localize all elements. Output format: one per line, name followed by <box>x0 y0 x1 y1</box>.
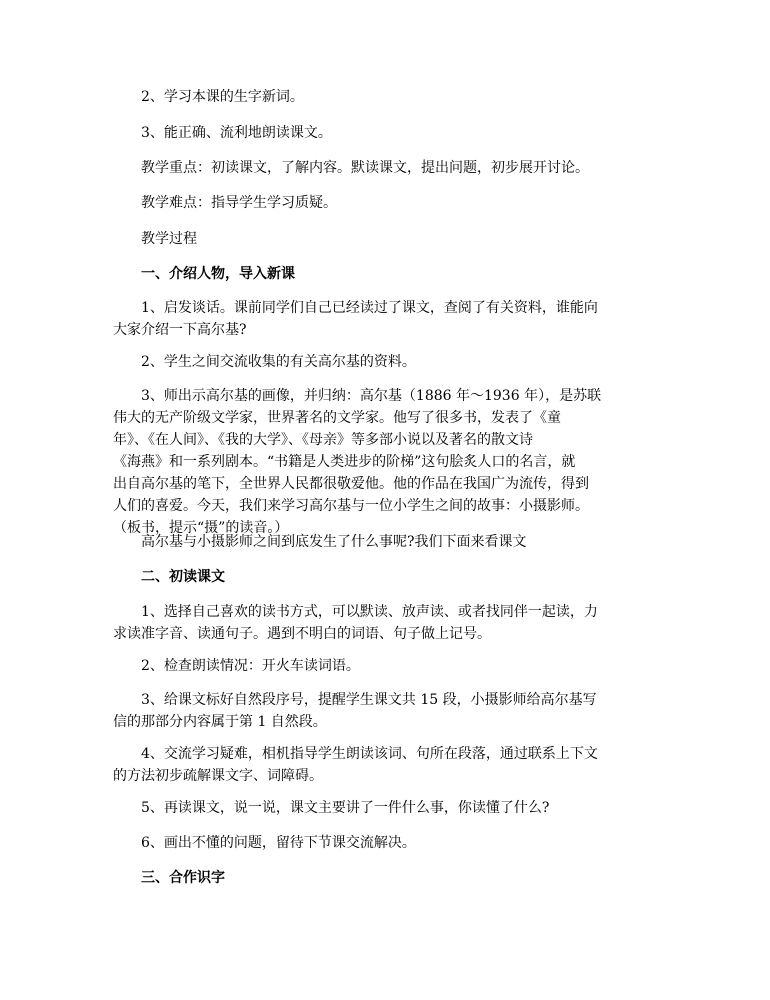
section-1-paragraph-3-line-7: （板书，提示“摄”的读音。） <box>113 520 289 536</box>
section-1-paragraph-4-text: 高尔基与小摄影师之间到底发生了什么事呢?我们下面来看课文 <box>141 534 527 550</box>
section-2-paragraph-3 <box>113 689 661 733</box>
section-1-paragraph-3-line-1: 3、师出示高尔基的画像，并归纳：高尔基（1886 年～1936 年），是苏联 <box>141 388 602 404</box>
section-2-paragraph-5-text: 5、再读课文，说一说，课文主要讲了一件什么事，你读懂了什么? <box>141 800 550 816</box>
section-heading-3-text: 三、合作识字 <box>141 870 225 886</box>
section-2-paragraph-2-text: 2、检查朗读情况：开火车读词语。 <box>141 658 360 674</box>
section-heading-1 <box>113 263 661 285</box>
section-heading-1-text: 一、介绍人物，导入新课 <box>141 266 295 282</box>
section-1-paragraph-3-line-3: 年》、《在人间》、《我的大学》、《母亲》等多部小说以及著名的散文诗 <box>113 432 533 448</box>
section-2-paragraph-5 <box>113 797 661 819</box>
section-1-paragraph-3-line-5: 出自高尔基的笔下，全世界人民都很敬爱他。他的作品在我国广为流传，得到 <box>113 476 589 492</box>
section-heading-2 <box>113 566 661 588</box>
objective-3-text: 3、能正确、流利地朗读课文。 <box>141 125 332 141</box>
section-2-paragraph-4-line-2: 的方法初步疏解课文字、词障碍。 <box>113 768 323 784</box>
section-2-paragraph-1-line-2: 求读准字音、读通句子。遇到不明白的词语、句子做上记号。 <box>113 626 491 642</box>
teaching-process-text: 教学过程 <box>141 231 197 247</box>
section-2-paragraph-6 <box>113 832 661 854</box>
section-heading-3 <box>113 867 661 889</box>
objective-2 <box>113 86 661 108</box>
section-1-paragraph-1-line-1: 1、启发谈话。课前同学们自己已经读过了课文，查阅了有关资料，谁能向 <box>141 300 598 316</box>
section-1-paragraph-3 <box>113 385 661 539</box>
teaching-focus-text: 教学重点：初读课文，了解内容。默读课文，提出问题，初步展开讨论。 <box>141 160 589 176</box>
objective-2-text: 2、学习本课的生字新词。 <box>141 89 304 105</box>
teaching-difficulty-text: 教学难点：指导学生学习质疑。 <box>141 195 337 211</box>
section-heading-2-text: 二、初读课文 <box>141 569 225 585</box>
section-2-paragraph-4 <box>113 743 661 787</box>
section-2-paragraph-4-line-1: 4、交流学习疑难，相机指导学生朗读该词、句所在段落，通过联系上下文 <box>141 746 598 762</box>
section-1-paragraph-2-text: 2、学生之间交流收集的有关高尔基的资料。 <box>141 354 416 370</box>
section-2-paragraph-3-line-1: 3、给课文标好自然段序号，提醒学生课文共 15 段，小摄影师给高尔基写 <box>141 692 597 708</box>
section-1-paragraph-3-line-2: 伟大的无产阶级文学家，世界著名的文学家。他写了很多书，发表了《童 <box>113 410 561 426</box>
teaching-focus <box>113 157 661 179</box>
section-1-paragraph-3-line-4: 《海燕》和一系列剧本。“书籍是人类进步的阶梯”这句脍炙人口的名言，就 <box>113 454 576 470</box>
section-1-paragraph-3-line-6: 人们的喜爱。今天，我们来学习高尔基与一位小学生之间的故事：小摄影师。 <box>113 498 589 514</box>
section-1-paragraph-4 <box>113 531 661 553</box>
section-2-paragraph-6-text: 6、画出不懂的问题，留待下节课交流解决。 <box>141 835 416 851</box>
section-1-paragraph-1 <box>113 297 661 341</box>
section-2-paragraph-2 <box>113 655 661 677</box>
section-2-paragraph-3-line-2: 信的那部分内容属于第 1 自然段。 <box>113 714 327 730</box>
section-1-paragraph-1-line-2: 大家介绍一下高尔基? <box>113 322 247 338</box>
teaching-difficulty <box>113 192 661 214</box>
section-2-paragraph-1-line-1: 1、选择自己喜欢的读书方式，可以默读、放声读、或者找同伴一起读，力 <box>141 604 598 620</box>
section-1-paragraph-2 <box>113 351 661 373</box>
section-2-paragraph-1 <box>113 601 661 645</box>
objective-3 <box>113 122 661 144</box>
teaching-process-label <box>113 228 661 250</box>
